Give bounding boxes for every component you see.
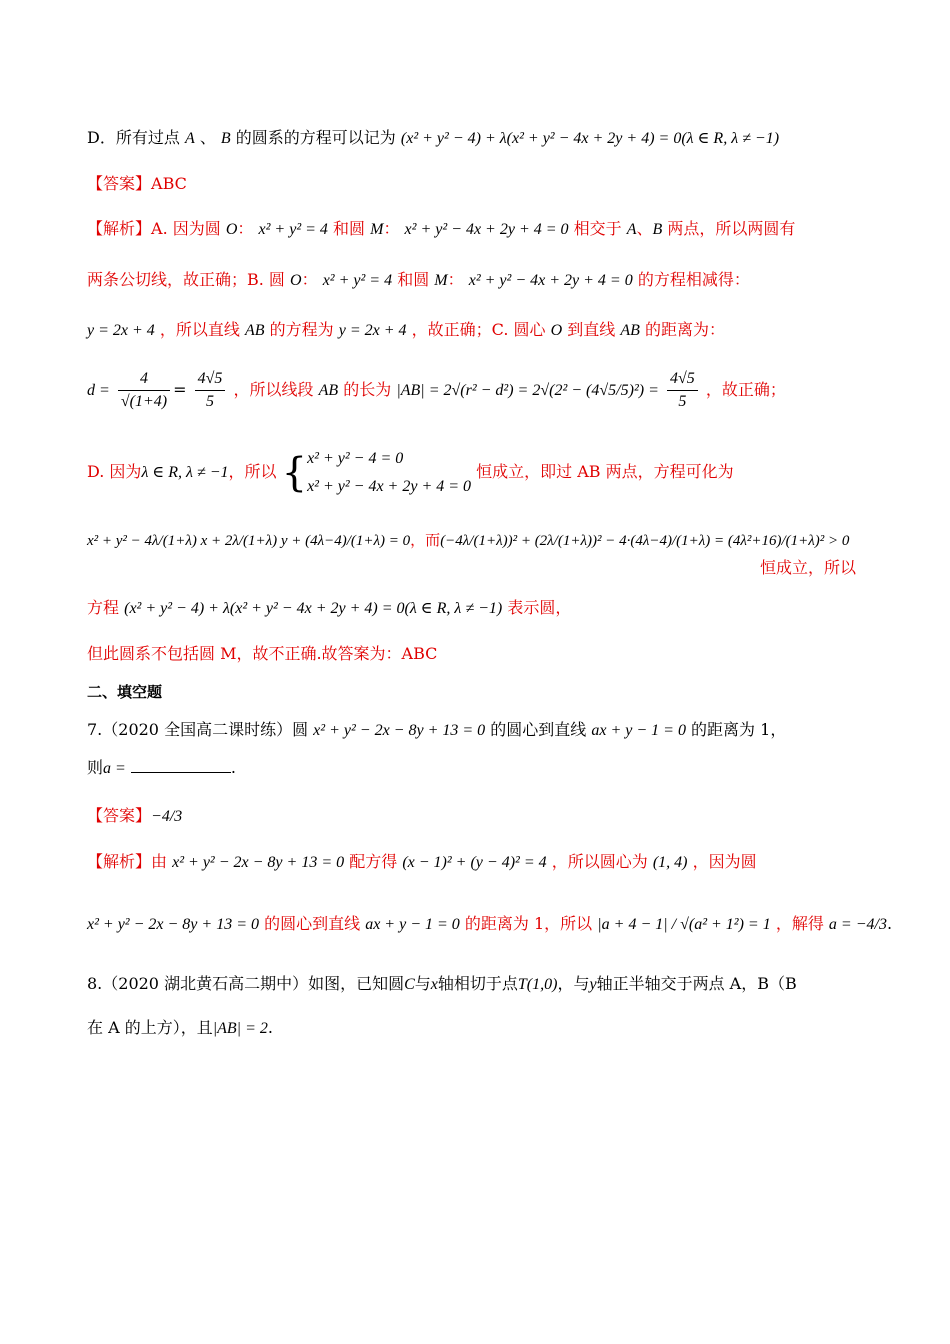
numerator: 4√5 xyxy=(195,368,226,391)
circle-family-equation: (x² + y² − 4) + λ(x² + y² − 4x + 2y + 4) = 0(λ ∈ R, λ ≠ −1) xyxy=(124,600,503,617)
circle-family-equation: (x² + y² − 4) + λ(x² + y² − 4x + 2y + 4) = 0(λ ∈ R, λ ≠ −1) xyxy=(400,130,780,147)
option-d-mid: 的圆系的方程可以记为 xyxy=(235,128,396,147)
colon: ： xyxy=(383,219,400,238)
analysis-1-line-6b xyxy=(760,556,890,580)
text: 的距离为 1，所以 xyxy=(464,914,593,933)
fraction xyxy=(118,368,170,413)
dot: . xyxy=(230,758,236,777)
variable-a: a = xyxy=(103,760,126,777)
center-point: (1, 4) xyxy=(652,854,688,871)
result: a = −4/3 xyxy=(828,916,887,933)
colon: ： xyxy=(447,270,464,289)
y-axis: y xyxy=(589,976,597,993)
x-axis: x xyxy=(430,976,438,993)
dot: . xyxy=(267,1018,273,1037)
point-b: B xyxy=(652,221,663,238)
distance-d: d = xyxy=(87,382,110,399)
answer-2 xyxy=(87,796,890,837)
equation-o: x² + y² = 4 xyxy=(258,221,328,238)
text: 和圆 xyxy=(397,270,430,289)
equation-m: x² + y² − 4x + 2y + 4 = 0 xyxy=(404,221,569,238)
ab-length: |AB| = 2 xyxy=(212,1020,268,1037)
text: 的长为 xyxy=(343,380,392,399)
denominator: √(1+4) xyxy=(120,393,168,410)
analysis-1-line-1 xyxy=(87,217,890,242)
analysis-1-line-3 xyxy=(87,318,890,343)
point-t: T(1,0) xyxy=(517,976,558,993)
question-7-blank xyxy=(87,754,890,781)
text: 则 xyxy=(87,758,104,777)
text: ，故正确； xyxy=(705,380,786,399)
separator: 、 xyxy=(636,219,653,238)
system-eq-2: x² + y² − 4x + 2y + 4 = 0 xyxy=(307,477,472,495)
text: ，所以线段 xyxy=(233,380,314,399)
text: 与 xyxy=(414,974,431,993)
brace: { xyxy=(281,449,308,496)
question-8-line-2 xyxy=(87,1016,890,1041)
ab-length: |AB| = 2√(r² − d²) = 2√(2² − (4√5/5)²) = xyxy=(396,382,659,399)
point-a: A xyxy=(626,221,637,238)
answer-blank[interactable] xyxy=(131,754,231,773)
analysis-1-line-4: d = $\frac{4}{√(1+4)}$ = $\frac{4√5}{5}$ ，所以线段 AB 的长为 |AB| = 2√(r² − d²) = 2√(2² − (4√5/5)²) = $\frac{4√5}{5}$ ，故正确； xyxy=(87,366,890,415)
text: ，与 xyxy=(557,974,590,993)
circle-o: O xyxy=(550,322,563,339)
line-ab: AB xyxy=(245,322,265,339)
answer-tag: 【答案】 xyxy=(87,806,152,825)
circle-c: C xyxy=(404,976,415,993)
circle-equation: x² + y² − 2x − 8y + 13 = 0 xyxy=(172,854,345,871)
analysis-1-line-2 xyxy=(87,268,890,293)
circle-m: M xyxy=(370,221,384,238)
analysis-1-line-6 xyxy=(87,528,890,553)
text: 的圆心到直线 xyxy=(490,720,587,739)
answer-value: ABC xyxy=(151,174,187,193)
text: ，解得 xyxy=(775,914,824,933)
text: D. 因为 xyxy=(87,462,142,481)
circle-equation: x² + y² − 2x − 8y + 13 = 0 xyxy=(313,722,486,739)
equation-o: x² + y² = 4 xyxy=(322,272,393,289)
answer-tag: 【答案】 xyxy=(87,174,152,193)
text: 相交于 xyxy=(573,219,622,238)
text: 轴相切于点 xyxy=(437,974,518,993)
lambda-condition: λ ∈ R, λ ≠ −1 xyxy=(141,464,229,481)
section-heading: 二、填空题 xyxy=(87,683,163,701)
question-7 xyxy=(87,718,890,743)
point-a: A xyxy=(184,130,195,147)
text: 到直线 xyxy=(567,320,616,339)
distance-formula: |a + 4 − 1| / √(a² + 1²) = 1 xyxy=(597,916,771,933)
circle-o: O xyxy=(290,272,302,289)
text: ，所以圆心为 xyxy=(551,852,648,871)
analysis-1-line-7 xyxy=(87,596,890,621)
text: 的距离为： xyxy=(645,320,726,339)
text: 由 xyxy=(151,852,168,871)
text: ，所以直线 xyxy=(159,320,240,339)
fraction xyxy=(667,368,698,413)
expanded-equation: x² + y² − 4λ/(1+λ) x + 2λ/(1+λ) y + (4λ−4)/(1+λ) = 0 xyxy=(87,533,411,549)
text: 的方程为 xyxy=(269,320,334,339)
text: 的方程相减得： xyxy=(637,270,750,289)
text: 的距离为 1， xyxy=(691,720,787,739)
fraction xyxy=(195,368,226,413)
circle-equation: x² + y² − 2x − 8y + 13 = 0 xyxy=(87,916,259,933)
text: 恒成立，所以 xyxy=(760,558,857,577)
text: 两条公切线，故正确；B. 圆 xyxy=(87,270,285,289)
line-equation: ax + y − 1 = 0 xyxy=(591,722,686,739)
circle-m: M xyxy=(434,272,448,289)
line-ab: AB xyxy=(620,322,640,339)
numerator: 4 xyxy=(118,368,170,391)
text: 的圆心到直线 xyxy=(264,914,361,933)
analysis-tag: 【解析】 xyxy=(87,852,152,871)
line-ab: AB xyxy=(318,382,339,399)
option-d xyxy=(87,126,890,151)
equation-ab: y = 2x + 4 xyxy=(338,322,407,339)
answer-1 xyxy=(87,172,890,196)
option-d-text: D．所有过点 xyxy=(87,128,180,147)
equation-m: x² + y² − 4x + 2y + 4 = 0 xyxy=(468,272,633,289)
circle-o: O xyxy=(225,221,238,238)
text: ，故正确；C. 圆心 xyxy=(411,320,546,339)
colon: ： xyxy=(301,270,318,289)
question-8 xyxy=(87,972,890,997)
text: 8.（2020 湖北黄石高二期中）如图，已知圆 xyxy=(87,974,405,993)
analysis-2-line-1 xyxy=(87,850,890,875)
line-equation: ax + y − 1 = 0 xyxy=(365,916,460,933)
text: 方程 xyxy=(87,598,120,617)
analysis-2-line-2: x² + y² − 2x − 8y + 13 = 0 的圆心到直线 ax + y − 1 = 0 的距离为 1，所以 |a + 4 − 1| / √(a² + 1²) = 1 ，解得 a = −4/3. xyxy=(87,914,893,933)
text: 但此圆系不包括圆 M，故不正确.故答案为：ABC xyxy=(87,644,438,663)
system-eq-1: x² + y² − 4 = 0 xyxy=(307,449,404,467)
text: 两点，所以两圆有 xyxy=(667,219,796,238)
analysis-1-line-8 xyxy=(87,642,890,666)
equation-system xyxy=(307,445,471,501)
colon: ： xyxy=(237,219,254,238)
completed-square: (x − 1)² + (y − 4)² = 4 xyxy=(402,854,547,871)
text: 在 A 的上方），且 xyxy=(87,1018,213,1037)
analysis-tag: 【解析】 xyxy=(87,219,152,238)
separator: 、 xyxy=(199,128,216,147)
text: 7.（2020 全国高二课时练）圆 xyxy=(87,720,309,739)
text: ，所以 xyxy=(228,462,277,481)
analysis-1-line-5 xyxy=(87,442,890,503)
text: 和圆 xyxy=(333,219,366,238)
text: A. 因为圆 xyxy=(151,219,221,238)
point-b: B xyxy=(220,130,231,147)
text: 恒成立，即过 AB 两点，方程可化为 xyxy=(476,462,734,481)
inequality: (−4λ/(1+λ))² + (2λ/(1+λ))² − 4·(4λ−4)/(1+λ) = (4λ²+16)/(1+λ)² > 0 xyxy=(440,533,850,549)
denominator: 5 xyxy=(678,393,687,410)
text: ，而 xyxy=(410,531,441,549)
text: 配方得 xyxy=(349,852,398,871)
text: 表示圆， xyxy=(507,598,572,617)
denominator: 5 xyxy=(206,393,215,410)
numerator: 4√5 xyxy=(667,368,698,391)
text: ，因为圆 xyxy=(692,852,757,871)
answer-value: −4/3 xyxy=(151,808,183,825)
text: 轴正半轴交于两点 A，B（B xyxy=(596,974,797,993)
equation-ab: y = 2x + 4 xyxy=(87,322,155,339)
